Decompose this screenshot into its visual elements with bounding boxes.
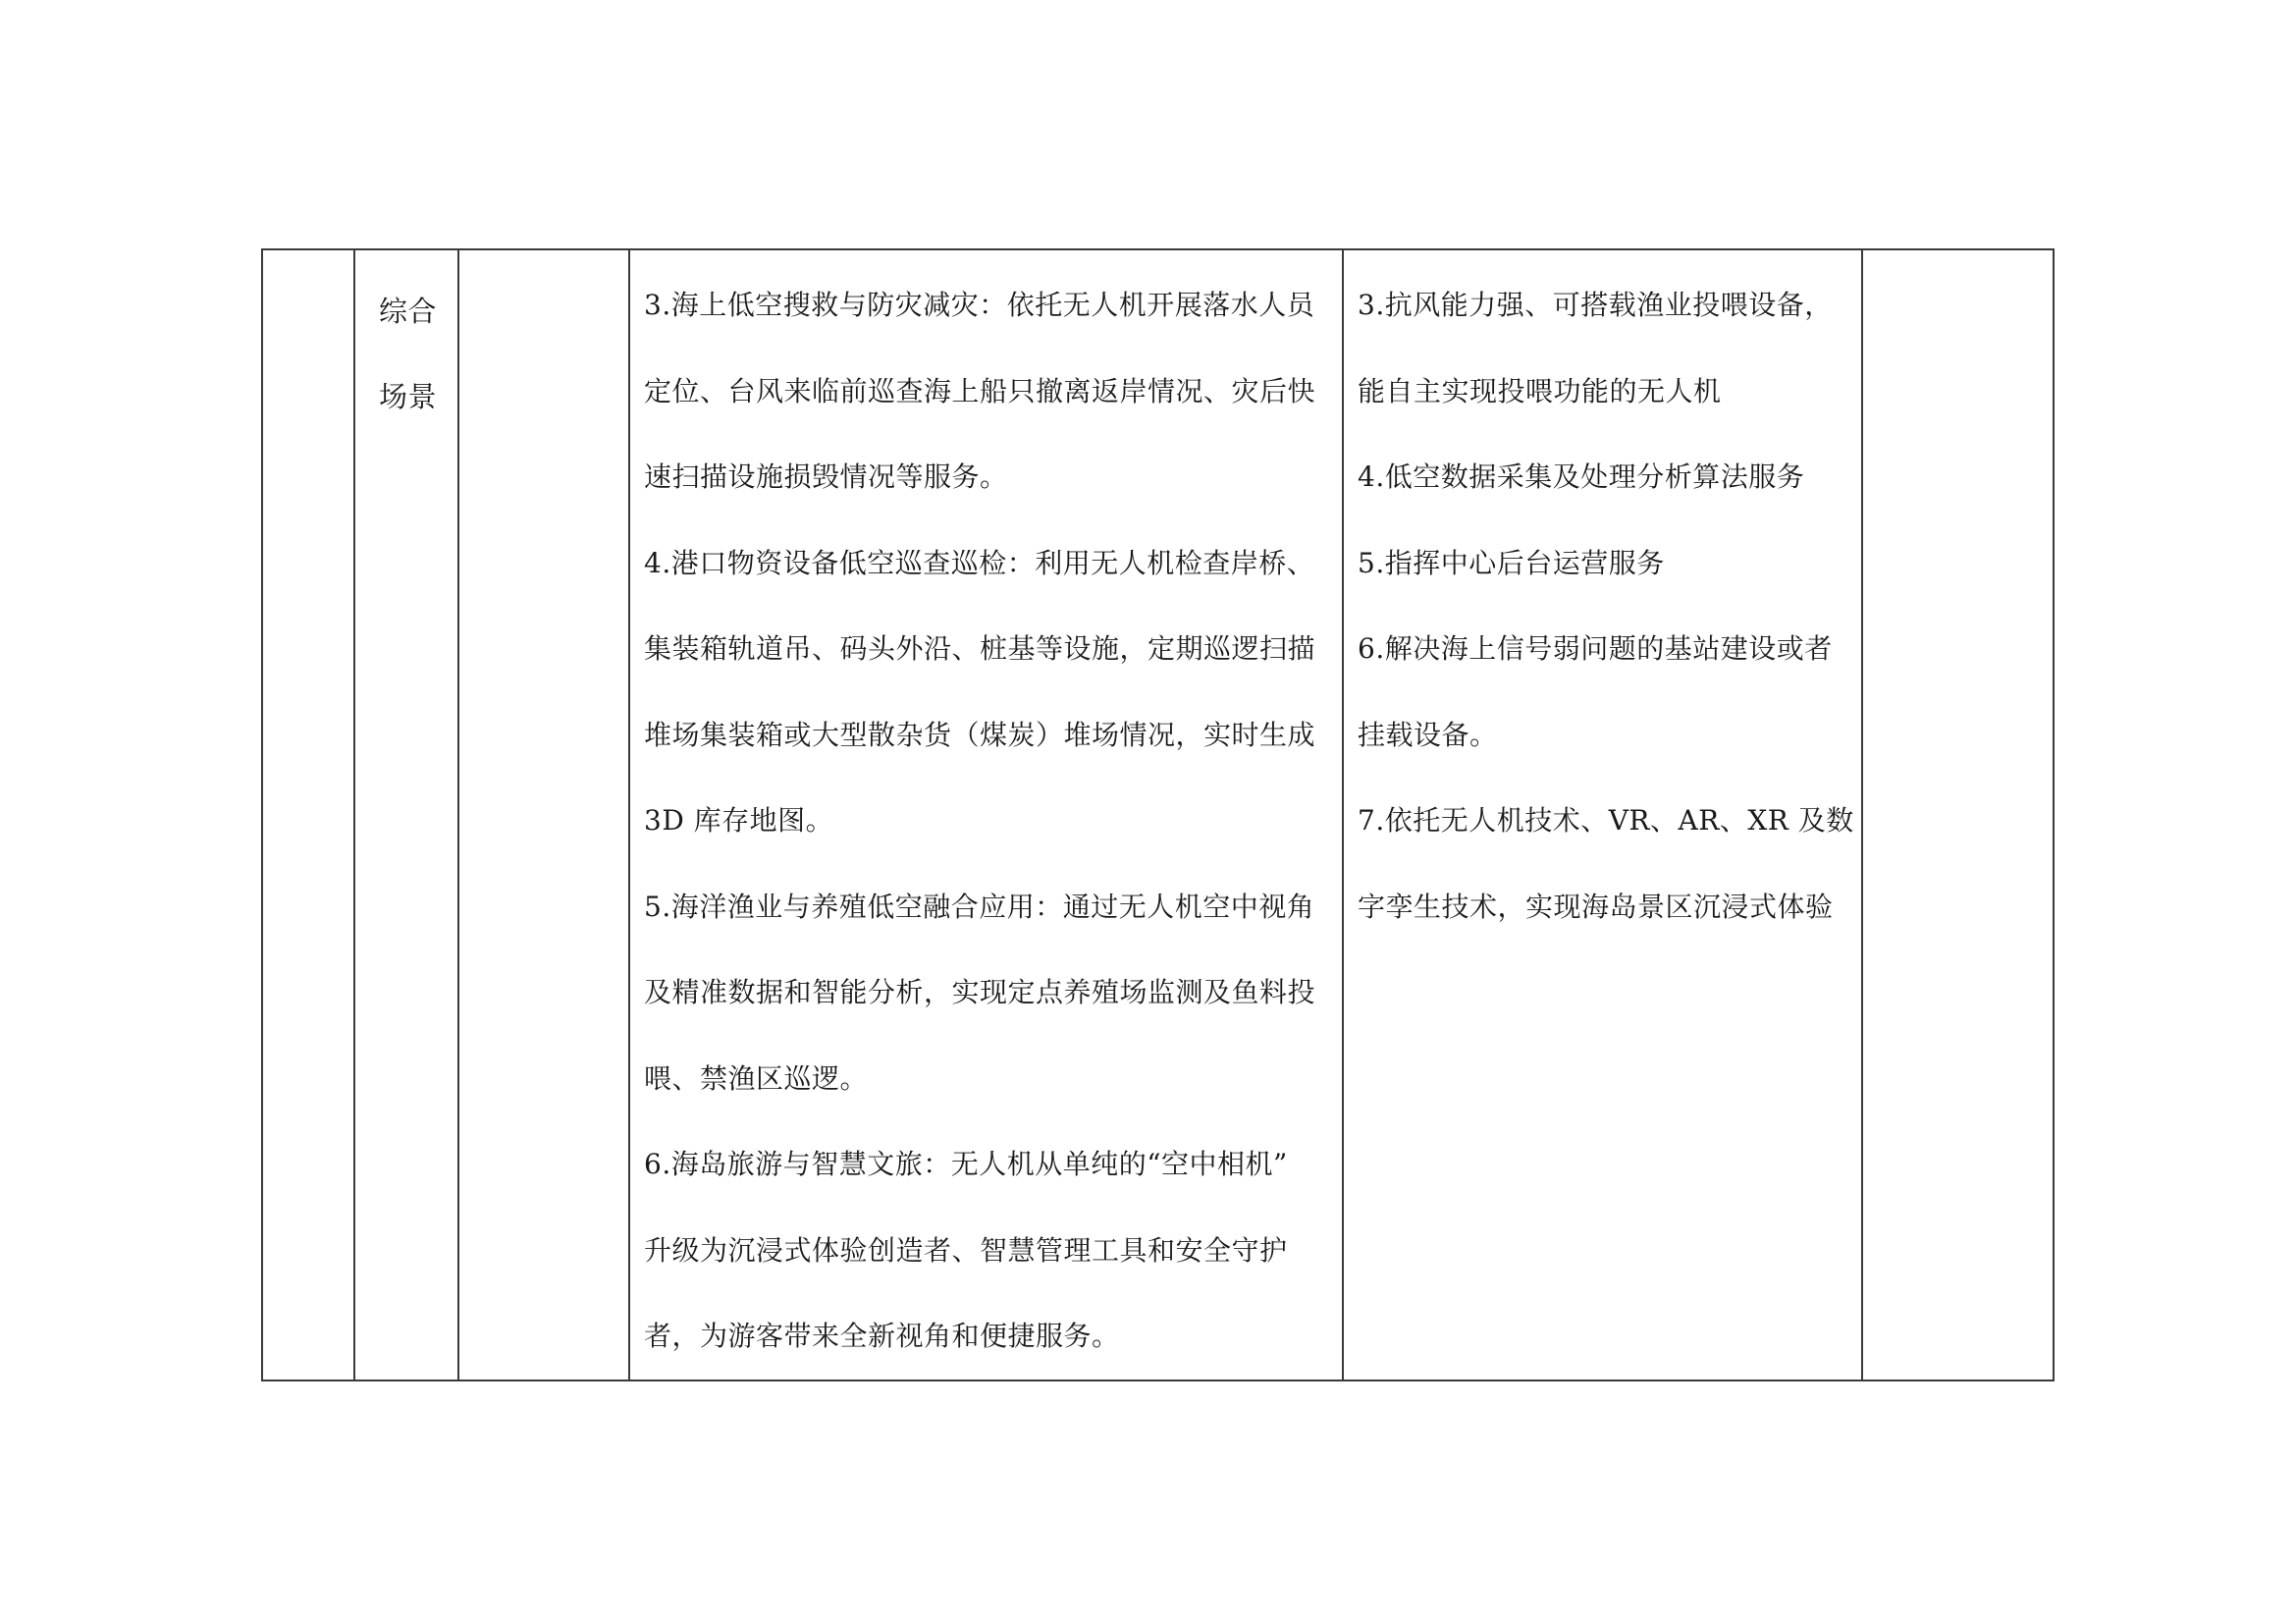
equipment-cell (1343, 249, 1862, 1380)
scenario-line: 及精准数据和智能分析，实现定点养殖场监测及鱼料投 (644, 976, 1316, 1008)
category-line: 综合 (379, 295, 438, 328)
scenario-line: 堆场集装箱或大型散杂货（煤炭）堆场情况，实时生成 (644, 718, 1316, 751)
category-cell (354, 249, 458, 1380)
scenario-cell (629, 249, 1343, 1380)
equipment-line: 挂载设备。 (1358, 718, 1498, 751)
equipment-line: 5.指挥中心后台运营服务 (1358, 546, 1665, 579)
scenario-line: 者，为游客带来全新视角和便捷服务。 (644, 1320, 1120, 1352)
equipment-line: 6.解决海上信号弱问题的基站建设或者 (1358, 632, 1833, 665)
scenario-line: 3D 库存地图。 (644, 804, 834, 837)
scenario-table (261, 248, 2055, 1381)
scenario-line: 5.海洋渔业与养殖低空融合应用：通过无人机空中视角 (644, 890, 1315, 923)
scenario-line: 4.港口物资设备低空巡查巡检：利用无人机检查岸桥、 (644, 546, 1315, 579)
table-row (262, 249, 2054, 1380)
equipment-line: 4.低空数据采集及处理分析算法服务 (1358, 460, 1805, 493)
scenario-line: 6.海岛旅游与智慧文旅：无人机从单纯的“空中相机” (644, 1148, 1288, 1180)
scenario-line: 升级为沉浸式体验创造者、智慧管理工具和安全守护 (644, 1233, 1288, 1267)
category-line: 场景 (379, 380, 438, 413)
scenario-line: 3.海上低空搜救与防灾减灾：依托无人机开展落水人员 (644, 289, 1315, 321)
equipment-line: 3.抗风能力强、可搭载渔业投喂设备， (1358, 289, 1833, 321)
empty-cell (458, 249, 629, 1380)
equipment-line: 7.依托无人机技术、VR、AR、XR 及数 (1358, 804, 1854, 837)
equipment-line: 能自主实现投喂功能的无人机 (1358, 374, 1722, 407)
scenario-line: 喂、禁渔区巡逻。 (644, 1061, 869, 1095)
equipment-line: 字孪生技术，实现海岛景区沉浸式体验 (1358, 890, 1834, 923)
empty-cell (1862, 249, 2054, 1380)
scenario-line: 速扫描设施损毁情况等服务。 (644, 460, 1008, 493)
index-cell (262, 249, 354, 1380)
scenario-line: 集装箱轨道吊、码头外沿、桩基等设施，定期巡逻扫描 (644, 632, 1316, 665)
scenario-line: 定位、台风来临前巡查海上船只撤离返岸情况、灾后快 (644, 374, 1316, 407)
